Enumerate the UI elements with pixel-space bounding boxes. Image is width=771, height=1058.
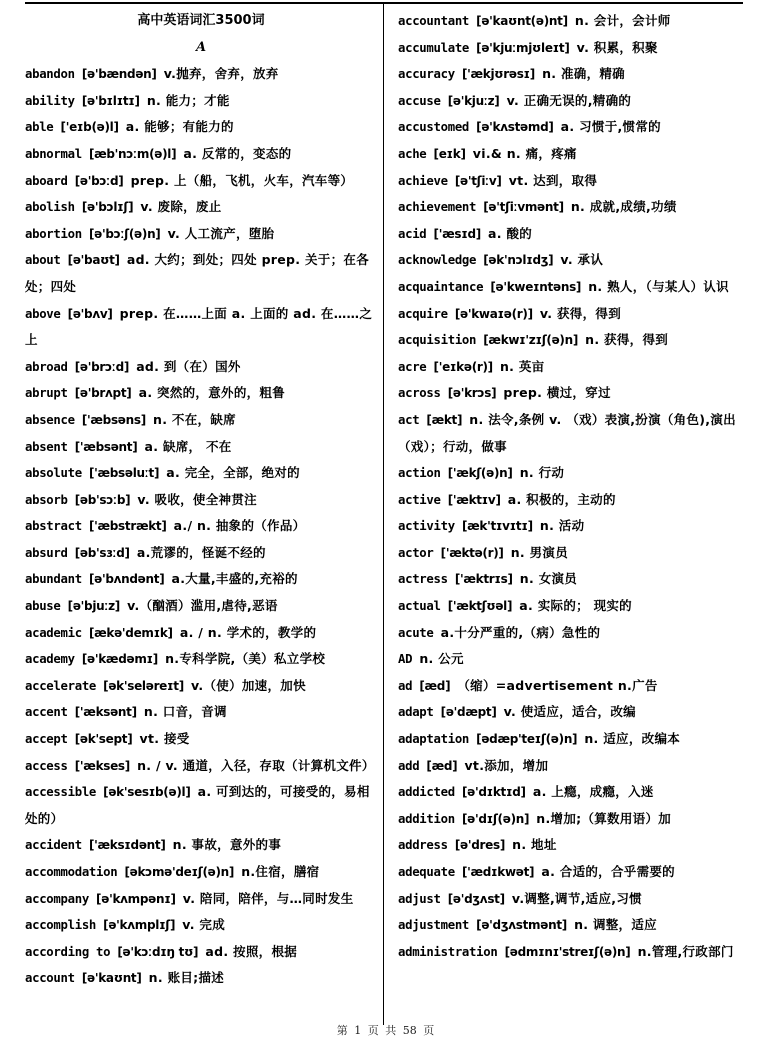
vocab-entry bbox=[398, 114, 748, 141]
vocab-entry bbox=[25, 646, 377, 673]
entry-phonetic: [ə'kjuːz] bbox=[447, 93, 500, 108]
entry-definition: prep. 上（船，飞机，火车，汽车等） bbox=[130, 172, 354, 188]
entry-word: acquisition bbox=[398, 333, 477, 348]
entry-definition: a. 完全，全部，绝对的 bbox=[166, 465, 300, 481]
vocab-entry bbox=[25, 194, 377, 221]
vocab-entry bbox=[25, 859, 377, 886]
entry-phonetic: ['æbstrækt] bbox=[88, 519, 167, 534]
entry-phonetic: [ə'dɪktɪd] bbox=[461, 785, 526, 800]
vocab-entry bbox=[398, 646, 748, 673]
entry-word: abolish bbox=[25, 200, 75, 215]
vocab-entry bbox=[398, 88, 748, 115]
entry-definition: a. 突然的，意外的，粗鲁 bbox=[138, 385, 286, 401]
entry-word: ability bbox=[25, 93, 75, 108]
entry-word: accompany bbox=[25, 891, 89, 906]
entry-phonetic: ['æktrɪs] bbox=[454, 572, 513, 587]
entry-definition: n. 成就,成绩,功绩 bbox=[570, 199, 677, 215]
vocab-entry bbox=[398, 380, 748, 407]
entry-definition: n. 口音，音调 bbox=[143, 704, 227, 720]
entry-word: accommodation bbox=[25, 865, 118, 879]
vocab-entry bbox=[398, 699, 748, 726]
entry-phonetic: [ə'kweɪntəns] bbox=[490, 279, 582, 294]
vocab-entry bbox=[25, 939, 377, 966]
entry-word: address bbox=[398, 838, 448, 853]
vocab-entry bbox=[398, 301, 748, 328]
vocab-entry bbox=[25, 354, 377, 381]
vocab-entry bbox=[398, 726, 748, 753]
vocab-entry bbox=[25, 61, 377, 88]
right-entry-list bbox=[398, 8, 748, 965]
entry-phonetic: [eɪk] bbox=[433, 146, 466, 161]
vocab-entry bbox=[25, 247, 377, 300]
vocab-entry bbox=[25, 726, 377, 753]
vocab-entry bbox=[398, 886, 748, 913]
entry-definition: vi.& n. 痛，疼痛 bbox=[472, 145, 577, 161]
entry-definition: ad. 到（在）国外 bbox=[136, 358, 241, 374]
entry-definition: n.增加;（算数用语）加 bbox=[536, 810, 672, 826]
vocab-entry bbox=[398, 247, 748, 274]
entry-definition: n. 能力；才能 bbox=[146, 92, 230, 108]
entry-word: adjust bbox=[398, 891, 441, 906]
entry-word: abnormal bbox=[25, 146, 82, 161]
entry-definition: v. 陪同，陪伴，与…同时发生 bbox=[182, 890, 354, 906]
vocab-entry bbox=[398, 460, 748, 487]
entry-word: abundant bbox=[25, 572, 82, 587]
entry-word: abortion bbox=[25, 226, 82, 241]
entry-phonetic: [ə'dʒʌst] bbox=[447, 891, 505, 906]
entry-phonetic: ['æbsəns] bbox=[81, 412, 146, 427]
entry-word: accelerate bbox=[25, 678, 97, 693]
entry-phonetic: [ækt] bbox=[426, 412, 463, 427]
entry-phonetic: [ə'bɔlɪʃ] bbox=[81, 200, 134, 215]
footer-middle: 页 共 bbox=[367, 1024, 397, 1037]
entry-word: accent bbox=[25, 705, 68, 720]
entry-phonetic: [æd] bbox=[426, 758, 458, 773]
entry-definition: n. 事故，意外的事 bbox=[172, 837, 282, 853]
vocab-entry bbox=[398, 593, 748, 620]
entry-word: acknowledge bbox=[398, 253, 477, 268]
vocab-entry bbox=[25, 301, 377, 354]
entry-phonetic: [ə'dæpt] bbox=[440, 705, 497, 720]
vocab-entry bbox=[25, 513, 377, 540]
entry-word: accustomed bbox=[398, 120, 470, 135]
vocab-entry bbox=[398, 35, 748, 62]
entry-definition: v.（使）加速，加快 bbox=[191, 677, 306, 693]
entry-phonetic: [ək'sept] bbox=[74, 732, 133, 747]
entry-word: across bbox=[398, 386, 441, 401]
entry-phonetic: [ək'seləreɪt] bbox=[103, 678, 184, 693]
vocab-entry bbox=[25, 114, 377, 141]
entry-word: aboard bbox=[25, 173, 68, 188]
entry-word: accumulate bbox=[398, 40, 470, 55]
vocab-entry bbox=[398, 620, 748, 647]
entry-phonetic: [ə'kjuːmjʊleɪt] bbox=[476, 40, 570, 55]
entry-phonetic: ['ækʃ(ə)n] bbox=[447, 466, 513, 481]
entry-definition: vt. 达到，取得 bbox=[508, 172, 598, 188]
entry-definition: n. 获得，得到 bbox=[585, 332, 669, 348]
entry-word: academic bbox=[25, 625, 82, 640]
vocab-entry bbox=[398, 566, 748, 593]
entry-definition: n.住宿，膳宿 bbox=[241, 864, 320, 879]
entry-word: administration bbox=[398, 944, 498, 959]
entry-definition: a. 能够；有能力的 bbox=[125, 119, 234, 135]
entry-phonetic: [ək'sesɪb(ə)l] bbox=[103, 785, 191, 800]
entry-word: absent bbox=[25, 439, 68, 454]
entry-word: AD bbox=[398, 652, 413, 667]
entry-definition: a. 酸的 bbox=[488, 225, 533, 241]
entry-phonetic: [ə'bændən] bbox=[81, 67, 157, 82]
vocab-entry bbox=[25, 168, 377, 195]
vocab-entry bbox=[25, 620, 377, 647]
entry-word: addicted bbox=[398, 785, 455, 800]
entry-phonetic: [ækwɪ'zɪʃ(ə)n] bbox=[483, 333, 579, 348]
entry-word: accept bbox=[25, 732, 68, 747]
current-page-number: 1 bbox=[354, 1024, 362, 1037]
entry-word: action bbox=[398, 466, 441, 481]
entry-definition: （缩）=advertisement n.广告 bbox=[457, 677, 658, 693]
entry-definition: a. 实际的； 现实的 bbox=[519, 598, 632, 614]
page-footer bbox=[0, 1022, 771, 1038]
entry-word: accuracy bbox=[398, 67, 455, 82]
entry-phonetic: ['æktɪv] bbox=[447, 492, 501, 507]
vocab-entry bbox=[398, 221, 748, 248]
entry-phonetic: [ə'tʃiːvmənt] bbox=[483, 200, 564, 215]
entry-definition: n. 法令,条例 v. （戏）表演,扮演（角色),演出（戏）；行动，做事 bbox=[398, 411, 736, 454]
entry-definition: n. 英亩 bbox=[499, 358, 545, 374]
entry-word: actress bbox=[398, 572, 448, 587]
entry-definition: v.（酗酒）滥用,虐待,恶语 bbox=[127, 598, 278, 614]
entry-word: adapt bbox=[398, 705, 434, 720]
entry-word: able bbox=[25, 120, 54, 135]
vocab-entry bbox=[25, 434, 377, 461]
vocab-entry bbox=[25, 88, 377, 115]
entry-definition: ad. 按照，根据 bbox=[205, 943, 298, 959]
entry-phonetic: ['æktʃʊəl] bbox=[447, 599, 513, 614]
vocab-entry bbox=[25, 593, 377, 620]
entry-phonetic: [ækə'demɪk] bbox=[88, 625, 173, 640]
entry-phonetic: ['eɪkə(r)] bbox=[433, 359, 493, 374]
entry-word: adequate bbox=[398, 865, 455, 879]
vocab-entry bbox=[398, 912, 748, 939]
entry-definition: v.调整,调节,适应,习惯 bbox=[511, 890, 642, 906]
vocab-entry bbox=[25, 699, 377, 726]
entry-definition: n. 公元 bbox=[419, 651, 464, 667]
entry-word: above bbox=[25, 306, 61, 321]
entry-phonetic: [ə'dres] bbox=[454, 838, 506, 853]
entry-definition: a. 合适的，合乎需要的 bbox=[541, 864, 675, 879]
left-column bbox=[25, 8, 377, 992]
entry-definition: n. 账目;描述 bbox=[148, 970, 225, 986]
entry-phonetic: ['æksɪdənt] bbox=[88, 838, 166, 853]
entry-definition: v. 正确无误的,精确的 bbox=[506, 92, 632, 108]
vocab-entry bbox=[25, 673, 377, 700]
entry-phonetic: [ədæp'teɪʃ(ə)n] bbox=[476, 732, 578, 747]
entry-phonetic: [ə'bɔːʃ(ə)n] bbox=[88, 226, 161, 241]
entry-definition: a.荒谬的，怪诞不经的 bbox=[136, 544, 266, 560]
entry-definition: n. 行动 bbox=[519, 465, 565, 481]
entry-definition: n. 适应，改编本 bbox=[584, 731, 681, 747]
vocab-entry bbox=[398, 61, 748, 88]
entry-definition: vt. 接受 bbox=[139, 731, 190, 747]
vocab-entry bbox=[25, 221, 377, 248]
entry-word: activity bbox=[398, 519, 455, 534]
entry-word: account bbox=[25, 971, 75, 986]
entry-phonetic: ['æktə(r)] bbox=[440, 545, 504, 560]
entry-word: achieve bbox=[398, 173, 448, 188]
entry-word: actor bbox=[398, 545, 434, 560]
entry-word: acquaintance bbox=[398, 279, 484, 294]
entry-word: abrupt bbox=[25, 386, 68, 401]
vocab-entry bbox=[398, 806, 748, 833]
entry-definition: n. 会计，会计师 bbox=[574, 13, 671, 28]
entry-phonetic: [əkɔmə'deɪʃ(ə)n] bbox=[124, 865, 235, 879]
entry-word: absorb bbox=[25, 492, 68, 507]
vocab-entry bbox=[398, 673, 748, 700]
vocab-entry bbox=[398, 274, 748, 301]
entry-word: abandon bbox=[25, 67, 75, 82]
vocab-entry bbox=[25, 566, 377, 593]
entry-word: abstract bbox=[25, 519, 82, 534]
entry-phonetic: ['æbsəluːt] bbox=[88, 466, 160, 481]
entry-phonetic: [ək'nɔlɪdʒ] bbox=[483, 253, 554, 268]
footer-suffix: 页 bbox=[423, 1024, 435, 1037]
top-border-rule bbox=[25, 2, 743, 4]
vocab-entry bbox=[25, 753, 377, 780]
entry-word: actual bbox=[398, 599, 441, 614]
entry-definition: v. 人工流产，堕胎 bbox=[167, 225, 275, 241]
vocab-entry bbox=[25, 380, 377, 407]
entry-phonetic: [ə'krɔs] bbox=[447, 386, 497, 401]
entry-word: acute bbox=[398, 625, 434, 640]
entry-word: acre bbox=[398, 359, 427, 374]
entry-phonetic: [æd] bbox=[419, 678, 451, 693]
vocab-entry bbox=[398, 832, 748, 859]
entry-definition: n. 不在，缺席 bbox=[153, 411, 236, 427]
entry-definition: prep. 在……上面 a. 上面的 ad. 在……之上 bbox=[25, 305, 373, 348]
vocab-entry bbox=[398, 8, 748, 35]
vocab-entry bbox=[25, 886, 377, 913]
entry-word: add bbox=[398, 758, 420, 773]
vocab-entry bbox=[398, 859, 748, 886]
vocab-entry bbox=[398, 753, 748, 780]
entry-definition: a./ n. 抽象的（作品） bbox=[173, 518, 306, 534]
vocab-entry bbox=[25, 460, 377, 487]
entry-definition: n. 准确，精确 bbox=[542, 66, 625, 82]
entry-phonetic: ['ækjʊrəsɪ] bbox=[461, 67, 535, 82]
entry-definition: a. 可到达的，可接受的，易相处的） bbox=[25, 784, 370, 826]
entry-word: accuse bbox=[398, 93, 441, 108]
entry-definition: v. 使适应，适合，改编 bbox=[503, 704, 636, 720]
entry-word: acquire bbox=[398, 306, 448, 321]
entry-word: accessible bbox=[25, 785, 97, 800]
entry-word: ad bbox=[398, 678, 413, 693]
entry-definition: n. 女演员 bbox=[519, 571, 578, 587]
vocab-entry bbox=[398, 513, 748, 540]
right-column bbox=[398, 8, 748, 965]
entry-definition: a. 反常的，变态的 bbox=[183, 145, 292, 161]
entry-definition: v. 承认 bbox=[560, 252, 604, 268]
entry-phonetic: [ədmɪnɪ'streɪʃ(ə)n] bbox=[504, 944, 631, 959]
entry-phonetic: [ə'kʌstəmd] bbox=[476, 120, 554, 135]
entry-word: access bbox=[25, 758, 68, 773]
vocab-entry bbox=[398, 194, 748, 221]
entry-word: achievement bbox=[398, 200, 477, 215]
total-page-count: 58 bbox=[402, 1024, 417, 1037]
vocab-entry bbox=[398, 779, 748, 806]
vocab-entry bbox=[25, 487, 377, 514]
entry-definition: prep. 横过，穿过 bbox=[503, 385, 611, 401]
vocab-entry bbox=[398, 168, 748, 195]
vocab-entry bbox=[25, 141, 377, 168]
left-entry-list bbox=[25, 61, 377, 992]
entry-phonetic: [ə'kɔːdɪŋ tʊ] bbox=[117, 944, 199, 959]
entry-word: acid bbox=[398, 226, 427, 241]
vocab-entry bbox=[398, 487, 748, 514]
vocab-entry bbox=[25, 832, 377, 859]
entry-phonetic: [ə'tʃiːv] bbox=[454, 173, 502, 188]
entry-definition: a.大量,丰盛的,充裕的 bbox=[171, 571, 298, 587]
entry-phonetic: [ə'kaʊnt] bbox=[81, 971, 142, 986]
entry-phonetic: [əb'sɜːd] bbox=[74, 545, 130, 560]
entry-definition: n. / v. 通道，入径，存取（计算机文件） bbox=[137, 757, 375, 773]
entry-definition: n. 调整，适应 bbox=[574, 917, 657, 933]
entry-phonetic: [ə'kʌmplɪʃ] bbox=[103, 918, 176, 933]
entry-word: according to bbox=[25, 944, 111, 959]
entry-definition: a. / n. 学术的，教学的 bbox=[179, 624, 317, 640]
vocab-entry bbox=[25, 407, 377, 434]
entry-phonetic: [æb'nɔːm(ə)l] bbox=[88, 146, 177, 161]
vocab-entry bbox=[25, 779, 377, 832]
entry-phonetic: [ə'bɔːd] bbox=[74, 173, 124, 188]
vocab-entry bbox=[25, 540, 377, 567]
entry-word: ache bbox=[398, 146, 427, 161]
entry-phonetic: [ə'dʒʌstmənt] bbox=[476, 918, 567, 933]
entry-phonetic: [ə'bʌndənt] bbox=[88, 572, 165, 587]
entry-phonetic: [ə'baʊt] bbox=[67, 253, 120, 268]
vocab-entry bbox=[398, 407, 748, 460]
entry-word: abroad bbox=[25, 359, 68, 374]
entry-word: act bbox=[398, 412, 420, 427]
entry-definition: a. 缺席， 不在 bbox=[144, 438, 232, 454]
vocab-entry bbox=[398, 141, 748, 168]
entry-phonetic: ['ædɪkwət] bbox=[461, 865, 535, 879]
entry-phonetic: [ə'kaʊnt(ə)nt] bbox=[476, 14, 568, 28]
section-letter: A bbox=[195, 39, 207, 55]
entry-word: abuse bbox=[25, 599, 61, 614]
entry-phonetic: [ə'bʌv] bbox=[67, 306, 113, 321]
entry-word: about bbox=[25, 253, 61, 268]
entry-phonetic: ['eɪb(ə)l] bbox=[60, 120, 119, 135]
entry-phonetic: [ə'kwaɪə(r)] bbox=[454, 306, 533, 321]
vocab-entry bbox=[25, 965, 377, 992]
entry-definition: v.抛弃，舍弃，放弃 bbox=[163, 66, 279, 82]
entry-word: addition bbox=[398, 811, 455, 826]
entry-phonetic: ['æsɪd] bbox=[433, 226, 481, 241]
entry-phonetic: [ə'kʌmpənɪ] bbox=[96, 891, 176, 906]
entry-word: adjustment bbox=[398, 918, 470, 933]
entry-phonetic: [ə'brʌpt] bbox=[74, 386, 132, 401]
entry-phonetic: [ə'kædəmɪ] bbox=[81, 652, 158, 667]
entry-phonetic: ['æbsənt] bbox=[74, 439, 138, 454]
entry-word: absurd bbox=[25, 545, 68, 560]
entry-definition: v. 吸收，使全神贯注 bbox=[137, 491, 257, 507]
vocab-entry bbox=[398, 939, 748, 966]
entry-phonetic: ['æksənt] bbox=[74, 705, 137, 720]
entry-definition: n. 男演员 bbox=[510, 544, 569, 560]
vocab-entry bbox=[398, 327, 748, 354]
entry-word: accountant bbox=[398, 14, 470, 28]
footer-prefix: 第 bbox=[336, 1024, 348, 1037]
vocab-entry bbox=[25, 912, 377, 939]
entry-definition: n.管理,行政部门 bbox=[637, 943, 734, 959]
entry-definition: a. 上瘾，成瘾，入迷 bbox=[532, 784, 654, 800]
entry-definition: v. 积累，积聚 bbox=[576, 39, 658, 55]
entry-definition: n.专科学院,（美）私立学校 bbox=[165, 651, 326, 667]
entry-definition: a.十分严重的,（病）急性的 bbox=[440, 624, 601, 640]
entry-word: active bbox=[398, 492, 441, 507]
entry-word: accomplish bbox=[25, 918, 97, 933]
vocab-entry bbox=[398, 354, 748, 381]
entry-definition: a. 习惯于,惯常的 bbox=[560, 119, 661, 135]
entry-definition: n. 熟人，（与某人）认识 bbox=[588, 278, 729, 294]
entry-phonetic: [ə'bjuːz] bbox=[67, 599, 120, 614]
entry-word: academy bbox=[25, 652, 75, 667]
entry-definition: v. 获得，得到 bbox=[539, 305, 622, 321]
entry-word: absence bbox=[25, 412, 75, 427]
entry-definition: n. 活动 bbox=[539, 518, 585, 534]
entry-word: absolute bbox=[25, 466, 82, 481]
entry-definition: a. 积极的，主动的 bbox=[507, 491, 616, 507]
entry-phonetic: [ə'bɪlɪtɪ] bbox=[81, 93, 140, 108]
vocab-entry bbox=[398, 540, 748, 567]
entry-phonetic: [əb'sɔːb] bbox=[74, 492, 131, 507]
column-divider bbox=[383, 3, 384, 1025]
entry-definition: v. 废除，废止 bbox=[140, 199, 222, 215]
entry-phonetic: [ə'brɔːd] bbox=[74, 359, 130, 374]
entry-definition: n. 地址 bbox=[512, 837, 557, 853]
entry-word: adaptation bbox=[398, 732, 470, 747]
document-title: 高中英语词汇3500词 bbox=[137, 13, 265, 28]
entry-phonetic: ['ækses] bbox=[74, 758, 130, 773]
entry-phonetic: [æk'tɪvɪtɪ] bbox=[461, 519, 533, 534]
entry-phonetic: [ə'dɪʃ(ə)n] bbox=[461, 811, 530, 826]
entry-definition: v. 完成 bbox=[182, 917, 226, 933]
entry-definition: vt.添加，增加 bbox=[464, 757, 549, 773]
entry-definition: ad. 大约；到处；四处 prep. 关于；在各处；四处 bbox=[25, 252, 370, 294]
entry-word: accident bbox=[25, 838, 82, 853]
